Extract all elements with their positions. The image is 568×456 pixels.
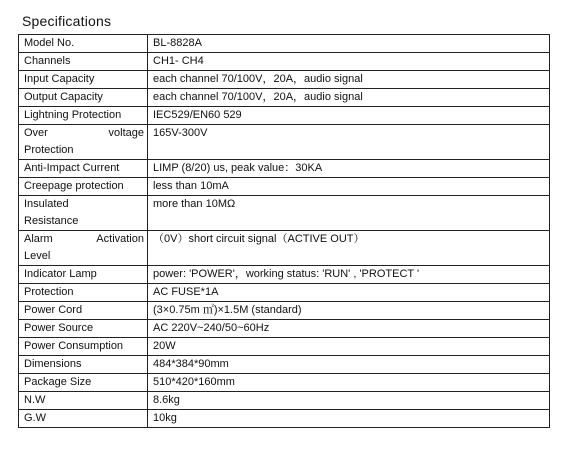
table-row	[19, 320, 550, 338]
spec-value-indicator-lamp: power: 'POWER'，working status: 'RUN' , 'PROTECT '	[148, 266, 550, 284]
spec-value-insulated-resistance: more than 10MΩ	[148, 196, 550, 231]
table-row	[19, 284, 550, 302]
spec-value-output-capacity: each channel 70/100V，20A，audio signal	[148, 89, 550, 107]
spec-label-line: Insulated	[24, 198, 69, 210]
table-row	[19, 89, 550, 107]
spec-value-net-weight: 8.6kg	[148, 392, 550, 410]
spec-value-channels: CH1- CH4	[148, 53, 550, 71]
spec-label-power-consumption: Power Consumption	[19, 338, 148, 356]
spec-value-input-capacity: each channel 70/100V，20A，audio signal	[148, 71, 550, 89]
spec-label-package-size: Package Size	[19, 374, 148, 392]
table-row	[19, 107, 550, 125]
specifications-table	[18, 34, 550, 428]
table-row	[19, 53, 550, 71]
spec-value-gross-weight: 10kg	[148, 410, 550, 428]
spec-value-protection: AC FUSE*1A	[148, 284, 550, 302]
table-row	[19, 35, 550, 53]
spec-value-package-size: 510*420*160mm	[148, 374, 550, 392]
spec-value-power-cord: (3×0.75m ㎡)×1.5M (standard)	[148, 302, 550, 320]
spec-label-channels: Channels	[19, 53, 148, 71]
table-row	[19, 410, 550, 428]
spec-label-creepage-protection: Creepage protection	[19, 178, 148, 196]
spec-value-model-no: BL-8828A	[148, 35, 550, 53]
spec-value-lightning-protection: IEC529/EN60 529	[148, 107, 550, 125]
page-title: Specifications	[22, 13, 112, 29]
table-row	[19, 374, 550, 392]
spec-label-model-no: Model No.	[19, 35, 148, 53]
spec-label-net-weight: N.W	[19, 392, 148, 410]
table-row	[19, 125, 550, 160]
spec-value-alarm-activation-level: （0V）short circuit signal（ACTIVE OUT）	[148, 231, 550, 266]
spec-label-anti-impact-current: Anti-Impact Current	[19, 160, 148, 178]
table-row	[19, 160, 550, 178]
spec-label-line: Over voltage	[24, 127, 144, 139]
spec-label-insulated-resistance	[19, 196, 148, 231]
spec-value-dimensions: 484*384*90mm	[148, 356, 550, 374]
spec-label-protection: Protection	[19, 284, 148, 302]
spec-label-alarm-activation-level	[19, 231, 148, 266]
spec-label-power-source: Power Source	[19, 320, 148, 338]
spec-value-over-voltage-protection: 165V-300V	[148, 125, 550, 160]
spec-value-creepage-protection: less than 10mA	[148, 178, 550, 196]
spec-label-input-capacity: Input Capacity	[19, 71, 148, 89]
spec-label-line: Protection	[24, 144, 74, 156]
table-row	[19, 266, 550, 284]
spec-label-over-voltage-protection	[19, 125, 148, 160]
spec-value-anti-impact-current: LIMP (8/20) us, peak value：30KA	[148, 160, 550, 178]
table-row	[19, 338, 550, 356]
table-row	[19, 356, 550, 374]
spec-label-lightning-protection: Lightning Protection	[19, 107, 148, 125]
spec-label-line: Level	[24, 250, 51, 262]
table-row	[19, 231, 550, 266]
spec-label-line: Alarm Activation	[24, 233, 144, 245]
spec-label-indicator-lamp: Indicator Lamp	[19, 266, 148, 284]
spec-label-gross-weight: G.W	[19, 410, 148, 428]
spec-label-dimensions: Dimensions	[19, 356, 148, 374]
spec-value-power-consumption: 20W	[148, 338, 550, 356]
spec-label-output-capacity: Output Capacity	[19, 89, 148, 107]
table-row	[19, 71, 550, 89]
table-row	[19, 178, 550, 196]
spec-value-power-source: AC 220V~240/50~60Hz	[148, 320, 550, 338]
spec-label-power-cord: Power Cord	[19, 302, 148, 320]
table-row	[19, 302, 550, 320]
spec-label-line: Resistance	[24, 215, 79, 227]
table-row	[19, 392, 550, 410]
table-row	[19, 196, 550, 231]
